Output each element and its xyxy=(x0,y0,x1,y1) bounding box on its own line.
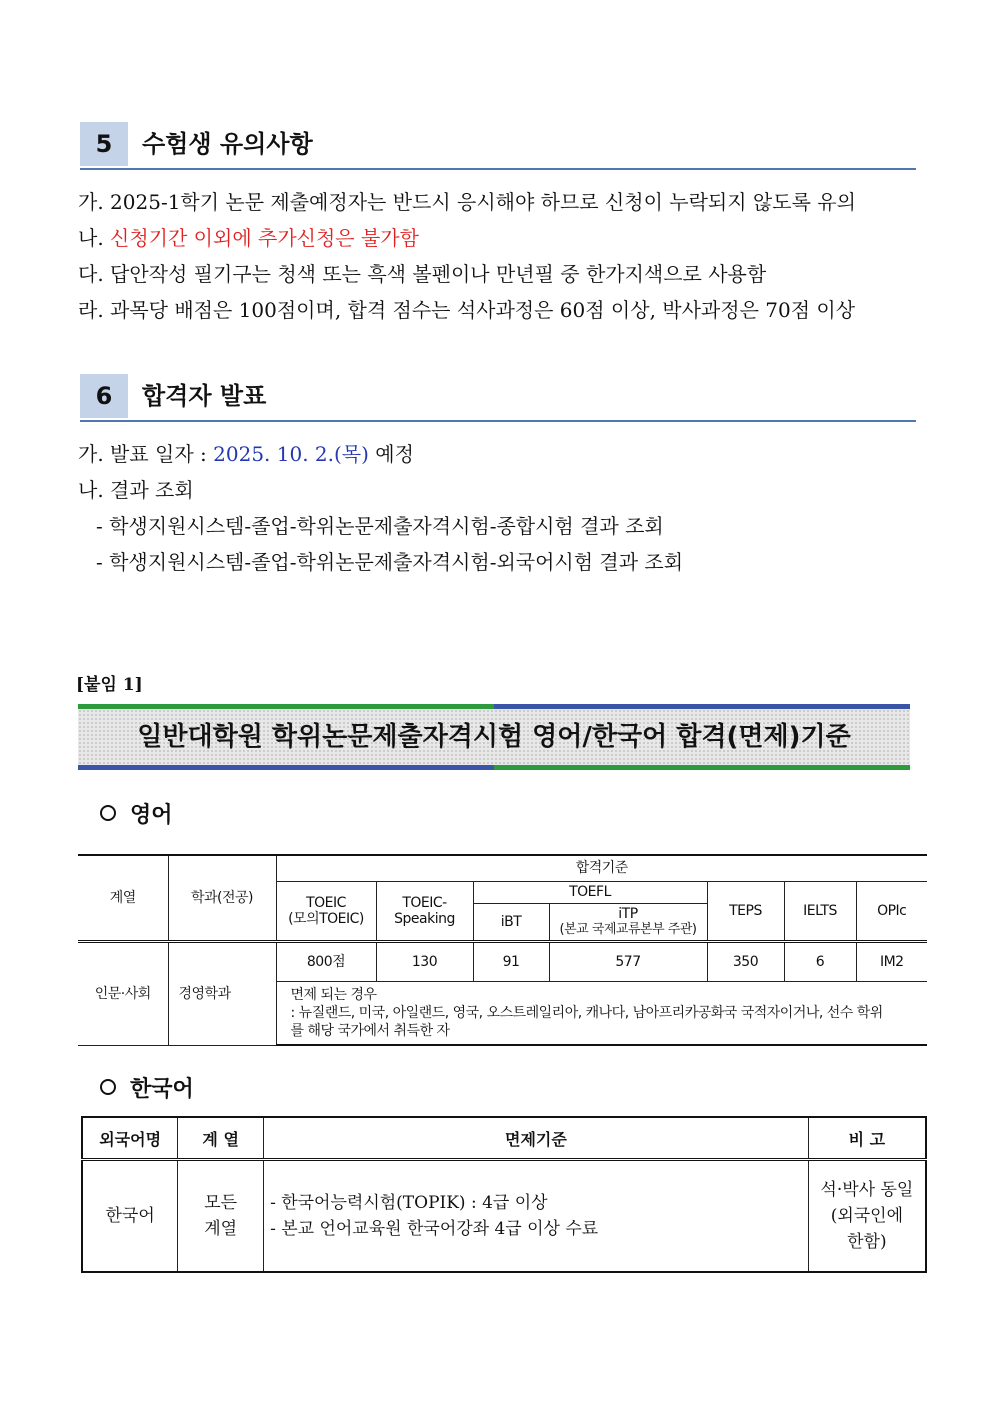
row-department: 경영학과 xyxy=(168,941,276,1045)
result-lookup-line xyxy=(78,476,194,504)
header-ibt: iBT xyxy=(473,903,549,941)
itp-label: iTP xyxy=(618,905,638,922)
note-line: 석·박사 동일 xyxy=(820,1180,914,1200)
toeic-label: TOEIC xyxy=(306,894,346,911)
announce-date-line xyxy=(78,440,414,468)
section-6-header xyxy=(80,374,916,422)
notice-item-4 xyxy=(78,296,855,324)
toeic-speaking-label: Speaking xyxy=(394,910,455,927)
header-criteria: 합격기준 xyxy=(276,855,927,881)
header-toeic-speaking xyxy=(376,881,473,941)
header-itp xyxy=(549,903,707,941)
announce-date: 2025. 10. 2.(목) xyxy=(213,442,369,466)
value-opic: IM2 xyxy=(856,941,927,981)
header-affiliation: 계열 xyxy=(78,855,168,941)
section-number: 5 xyxy=(80,122,128,166)
cell-affiliation xyxy=(178,1160,264,1273)
korean-heading xyxy=(100,1072,194,1103)
english-criteria-table xyxy=(78,854,927,1046)
notice-item-2 xyxy=(78,224,419,252)
item-text: 결과 조회 xyxy=(110,478,194,502)
section-title: 수험생 유의사항 xyxy=(142,130,313,158)
row-affiliation: 인문·사회 xyxy=(78,941,168,1045)
itp-sublabel: (본교 국제교류본부 주관) xyxy=(559,921,697,937)
section-number: 6 xyxy=(80,374,128,418)
header-language: 외국어명 xyxy=(82,1117,178,1160)
header-affiliation: 계 열 xyxy=(178,1117,264,1160)
section-5-header xyxy=(80,122,916,170)
cell-exemption-criteria xyxy=(264,1160,809,1273)
item-text-highlighted: 신청기간 이외에 추가신청은 불가함 xyxy=(110,226,419,250)
notice-item-1 xyxy=(78,188,856,216)
header-ielts: IELTS xyxy=(784,881,856,941)
toeic-speaking-label: TOEIC- xyxy=(402,894,447,911)
item-suffix: 예정 xyxy=(368,442,414,466)
header-toeic xyxy=(276,881,376,941)
item-prefix: 다. xyxy=(78,262,111,286)
exemption-line: : 뉴질랜드, 미국, 아일랜드, 영국, 오스트레일리아, 캐나다, 남아프리카공화국 국적자이거나, 선수 학위 xyxy=(290,1004,883,1021)
section-title: 합격자 발표 xyxy=(142,382,267,410)
value-itp: 577 xyxy=(549,941,707,981)
notice-item-3 xyxy=(78,260,766,288)
value-toeic: 800점 xyxy=(276,941,376,981)
criteria-line: - 본교 언어교육원 한국어강좌 4급 이상 수료 xyxy=(270,1219,599,1239)
heading-text: 한국어 xyxy=(130,1077,194,1102)
header-teps: TEPS xyxy=(707,881,784,941)
value-teps: 350 xyxy=(707,941,784,981)
criteria-line: - 한국어능력시험(TOPIK) : 4급 이상 xyxy=(270,1193,548,1213)
exemption-line: 를 해당 국가에서 취득한 자 xyxy=(290,1022,450,1039)
item-text: 답안작성 필기구는 청색 또는 흑색 볼펜이나 만년필 중 한가지색으로 사용함 xyxy=(110,262,767,286)
exemption-note xyxy=(276,981,927,1045)
note-line: 한함) xyxy=(847,1232,887,1252)
item-text: 2025-1학기 논문 제출예정자는 반드시 응시해야 하므로 신청이 누락되지 않도록 유의 xyxy=(110,190,856,214)
affiliation-text: 계열 xyxy=(204,1219,238,1239)
circle-bullet-icon xyxy=(100,805,116,821)
value-toeic-speaking: 130 xyxy=(376,941,473,981)
header-department: 학과(전공) xyxy=(168,855,276,941)
value-ibt: 91 xyxy=(473,941,549,981)
cell-language: 한국어 xyxy=(82,1160,178,1273)
circle-bullet-icon xyxy=(100,1079,116,1095)
result-subitem-2: - 학생지원시스템-졸업-학위논문제출자격시험-외국어시험 결과 조회 xyxy=(96,550,684,574)
attachment-label: [붙임 1] xyxy=(76,675,143,695)
heading-text: 영어 xyxy=(130,803,173,828)
result-subitem-1: - 학생지원시스템-졸업-학위논문제출자격시험-종합시험 결과 조회 xyxy=(96,514,664,538)
english-heading xyxy=(100,798,173,829)
exemption-title: 면제 되는 경우 xyxy=(290,986,377,1003)
item-prefix: 가. xyxy=(78,190,111,214)
banner-title: 일반대학원 학위논문제출자격시험 영어/한국어 합격(면제)기준 xyxy=(137,722,851,752)
banner-stripe xyxy=(78,765,494,770)
item-prefix: 나. xyxy=(78,478,111,502)
header-note: 비 고 xyxy=(808,1117,926,1160)
header-exemption-criteria: 면제기준 xyxy=(264,1117,809,1160)
attachment-banner xyxy=(78,704,910,770)
item-text: 과목당 배점은 100점이며, 합격 점수는 석사과정은 60점 이상, 박사과정은 70점 이상 xyxy=(110,298,856,322)
affiliation-text: 모든 xyxy=(204,1193,238,1213)
item-prefix: 라. xyxy=(78,298,111,322)
banner-stripe xyxy=(494,765,910,770)
item-prefix: 가. 발표 일자 : xyxy=(78,442,214,466)
header-opic: OPIc xyxy=(856,881,927,941)
item-prefix: 나. xyxy=(78,226,111,250)
note-line: (외국인에 xyxy=(830,1206,904,1226)
cell-note xyxy=(808,1160,926,1273)
toeic-sublabel: (모의TOEIC) xyxy=(288,910,364,927)
header-toefl: TOEFL xyxy=(473,881,707,903)
korean-criteria-table xyxy=(81,1116,927,1273)
value-ielts: 6 xyxy=(784,941,856,981)
